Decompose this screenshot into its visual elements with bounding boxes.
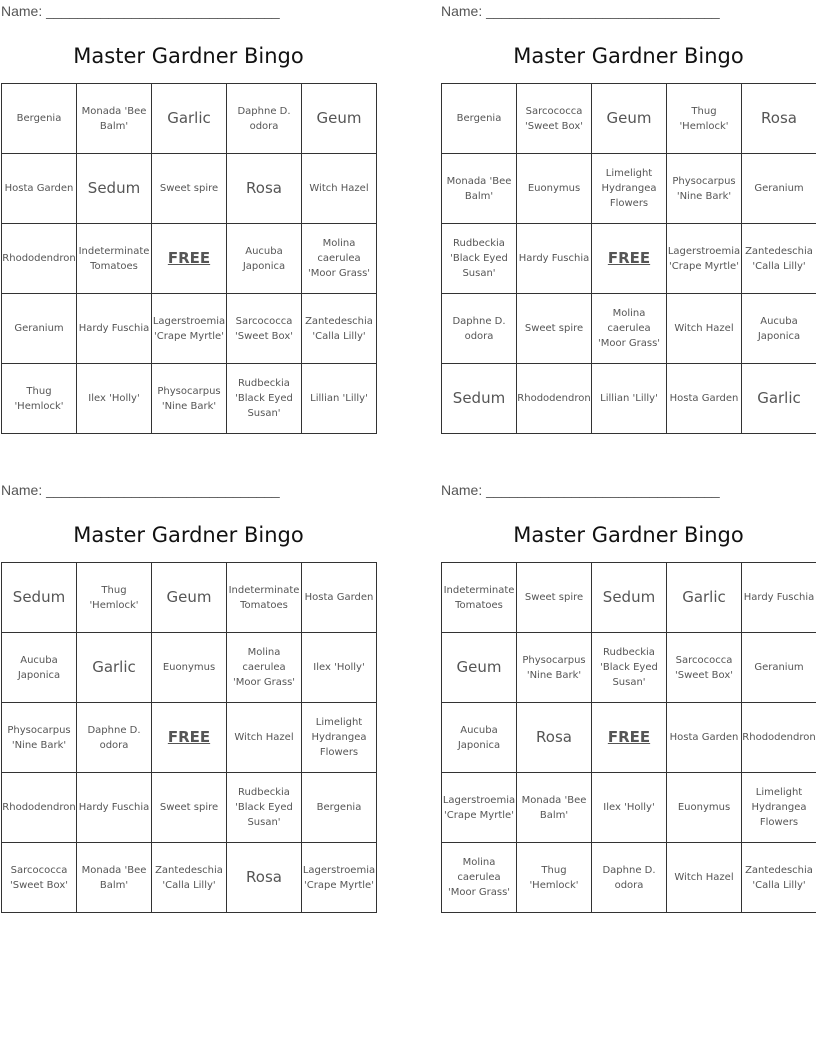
bingo-cell: Sedum [77, 154, 152, 224]
grid-row [442, 84, 816, 154]
bingo-cell: Sweet spire [517, 294, 592, 364]
grid-row [442, 563, 816, 633]
bingo-cell: Witch Hazel [667, 294, 742, 364]
bingo-cell: Limelight Hydrangea Flowers [302, 703, 377, 773]
bingo-cell: Lagerstroemia 'Crape Myrtle' [152, 294, 227, 364]
bingo-cell: Rudbeckia 'Black Eyed Susan' [227, 773, 302, 843]
bingo-cell: Hardy Fuschia [77, 773, 152, 843]
bingo-cell: Rudbeckia 'Black Eyed Susan' [227, 364, 302, 434]
card-title: Master Gardner Bingo [73, 44, 304, 68]
bingo-cell: Physocarpus 'Nine Bark' [667, 154, 742, 224]
bingo-cell: Sarcococca 'Sweet Box' [517, 84, 592, 154]
bingo-cell: Thug 'Hemlock' [77, 563, 152, 633]
bingo-cell: Limelight Hydrangea Flowers [742, 773, 816, 843]
bingo-cell: Daphne D. odora [442, 294, 517, 364]
grid-row [442, 294, 816, 364]
bingo-cell: Bergenia [302, 773, 377, 843]
bingo-cell: Ilex 'Holly' [302, 633, 377, 703]
bingo-cell: Daphne D. odora [227, 84, 302, 154]
bingo-cell: Rosa [517, 703, 592, 773]
bingo-cell: Monada 'Bee Balm' [77, 84, 152, 154]
bingo-cell: Indeterminate Tomatoes [442, 563, 517, 633]
bingo-cell: Sweet spire [517, 563, 592, 633]
grid-row [442, 843, 816, 913]
bingo-cell: Witch Hazel [667, 843, 742, 913]
bingo-cell: Thug 'Hemlock' [2, 364, 77, 434]
bingo-cell: Aucuba Japonica [227, 224, 302, 294]
bingo-cell: Zantedeschia 'Calla Lilly' [302, 294, 377, 364]
bingo-cell: Aucuba Japonica [442, 703, 517, 773]
bingo-cell: Molina caerulea 'Moor Grass' [227, 633, 302, 703]
grid-row [2, 224, 377, 294]
bingo-cell: Ilex 'Holly' [592, 773, 667, 843]
bingo-cell: Thug 'Hemlock' [667, 84, 742, 154]
bingo-cell: Rhododendron [2, 224, 77, 294]
bingo-cell: Lagerstroemia 'Crape Myrtle' [302, 843, 377, 913]
bingo-cell: Garlic [152, 84, 227, 154]
bingo-cell: Bergenia [2, 84, 77, 154]
bingo-cell: Sedum [442, 364, 517, 434]
bingo-cell: Sweet spire [152, 773, 227, 843]
bingo-cell: Geum [152, 563, 227, 633]
bingo-cell: Bergenia [442, 84, 517, 154]
grid-row [2, 154, 377, 224]
bingo-cell: Indeterminate Tomatoes [227, 563, 302, 633]
bingo-cell: Witch Hazel [227, 703, 302, 773]
bingo-cell: Garlic [667, 563, 742, 633]
bingo-cell: Lagerstroemia 'Crape Myrtle' [667, 224, 742, 294]
bingo-cell: Hardy Fuschia [742, 563, 816, 633]
bingo-cell: Garlic [742, 364, 816, 434]
bingo-grid [441, 562, 816, 913]
bingo-cell: Witch Hazel [302, 154, 377, 224]
grid-row [442, 633, 816, 703]
bingo-cell: Hardy Fuschia [77, 294, 152, 364]
bingo-cell: Euonymus [667, 773, 742, 843]
free-space: FREE [152, 703, 227, 773]
bingo-cell: Zantedeschia 'Calla Lilly' [742, 843, 816, 913]
grid-row [442, 224, 816, 294]
bingo-cell: Rosa [742, 84, 816, 154]
bingo-cell: Geum [302, 84, 377, 154]
grid-row [442, 364, 816, 434]
bingo-cell: Sedum [592, 563, 667, 633]
bingo-grid [441, 83, 816, 434]
bingo-cell: Molina caerulea 'Moor Grass' [302, 224, 377, 294]
grid-row [2, 843, 377, 913]
bingo-cell: Geum [592, 84, 667, 154]
bingo-cell: Physocarpus 'Nine Bark' [2, 703, 77, 773]
bingo-cell: Aucuba Japonica [2, 633, 77, 703]
grid-row [2, 563, 377, 633]
bingo-cell: Geranium [742, 154, 816, 224]
bingo-cell: Geum [442, 633, 517, 703]
card-title: Master Gardner Bingo [513, 44, 744, 68]
bingo-cell: Rosa [227, 154, 302, 224]
bingo-cell: Hosta Garden [667, 703, 742, 773]
bingo-cell: Sarcococca 'Sweet Box' [667, 633, 742, 703]
bingo-grid [1, 83, 377, 434]
bingo-cell: Hosta Garden [667, 364, 742, 434]
grid-row [2, 633, 377, 703]
bingo-cell: Hardy Fuschia [517, 224, 592, 294]
free-space: FREE [152, 224, 227, 294]
bingo-cell: Molina caerulea 'Moor Grass' [442, 843, 517, 913]
grid-row [442, 154, 816, 224]
card-title: Master Gardner Bingo [513, 523, 744, 547]
bingo-cell: Geranium [742, 633, 816, 703]
bingo-cell: Rudbeckia 'Black Eyed Susan' [592, 633, 667, 703]
bingo-cell: Ilex 'Holly' [77, 364, 152, 434]
bingo-cell: Hosta Garden [302, 563, 377, 633]
grid-row [442, 773, 816, 843]
bingo-cell: Garlic [77, 633, 152, 703]
bingo-cell: Sarcococca 'Sweet Box' [2, 843, 77, 913]
bingo-grid [1, 562, 377, 913]
bingo-cell: Rhododendron [517, 364, 592, 434]
grid-row [2, 84, 377, 154]
card-title: Master Gardner Bingo [73, 523, 304, 547]
name-field: Name: ______________________________ [441, 3, 720, 19]
bingo-cell: Sarcococca 'Sweet Box' [227, 294, 302, 364]
bingo-cell: Monada 'Bee Balm' [442, 154, 517, 224]
bingo-cell: Indeterminate Tomatoes [77, 224, 152, 294]
bingo-cell: Lagerstroemia 'Crape Myrtle' [442, 773, 517, 843]
grid-row [2, 703, 377, 773]
bingo-cell: Monada 'Bee Balm' [77, 843, 152, 913]
bingo-cell: Lillian 'Lilly' [302, 364, 377, 434]
bingo-cell: Thug 'Hemlock' [517, 843, 592, 913]
bingo-cell: Euonymus [152, 633, 227, 703]
grid-row [442, 703, 816, 773]
bingo-cell: Rhododendron [2, 773, 77, 843]
bingo-cell: Sedum [2, 563, 77, 633]
bingo-cell: Limelight Hydrangea Flowers [592, 154, 667, 224]
bingo-cell: Rosa [227, 843, 302, 913]
free-space: FREE [592, 703, 667, 773]
name-field: Name: ______________________________ [1, 3, 280, 19]
bingo-cell: Daphne D. odora [77, 703, 152, 773]
free-space: FREE [592, 224, 667, 294]
bingo-cell: Euonymus [517, 154, 592, 224]
bingo-cell: Zantedeschia 'Calla Lilly' [152, 843, 227, 913]
bingo-cell: Geranium [2, 294, 77, 364]
bingo-cell: Sweet spire [152, 154, 227, 224]
name-field: Name: ______________________________ [441, 482, 720, 498]
bingo-cell: Zantedeschia 'Calla Lilly' [742, 224, 816, 294]
grid-row [2, 773, 377, 843]
bingo-cell: Lillian 'Lilly' [592, 364, 667, 434]
bingo-cell: Aucuba Japonica [742, 294, 816, 364]
grid-row [2, 294, 377, 364]
bingo-cell: Physocarpus 'Nine Bark' [517, 633, 592, 703]
grid-row [2, 364, 377, 434]
bingo-cell: Monada 'Bee Balm' [517, 773, 592, 843]
bingo-cell: Rudbeckia 'Black Eyed Susan' [442, 224, 517, 294]
bingo-cell: Molina caerulea 'Moor Grass' [592, 294, 667, 364]
name-field: Name: ______________________________ [1, 482, 280, 498]
bingo-cell: Rhododendron [742, 703, 816, 773]
bingo-cell: Hosta Garden [2, 154, 77, 224]
bingo-cell: Physocarpus 'Nine Bark' [152, 364, 227, 434]
bingo-cell: Daphne D. odora [592, 843, 667, 913]
